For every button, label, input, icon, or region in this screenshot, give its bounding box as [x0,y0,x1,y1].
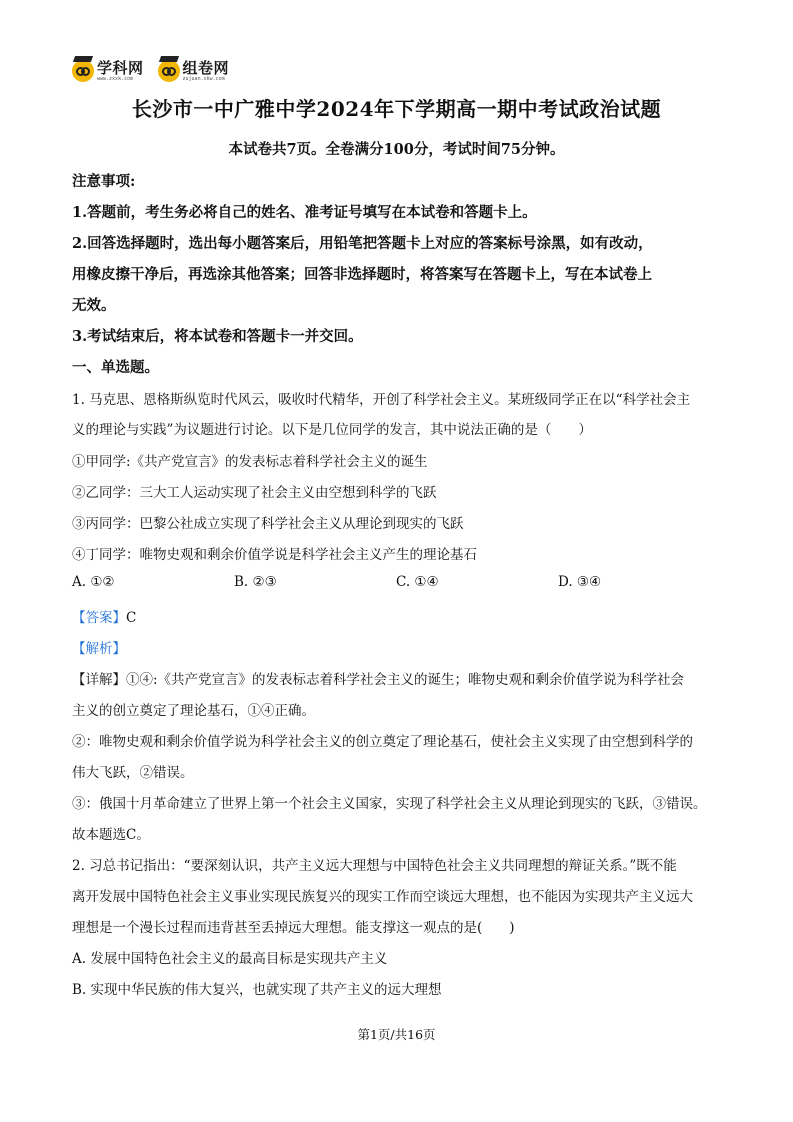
statement: ④丁同学：唯物史观和剩余价值学说是科学社会主义产生的理论基石 [72,547,477,563]
notice-item: 3.考试结束后，将本试卷和答题卡一并交回。 [72,328,363,345]
zujuanwang-logo [158,60,230,82]
logo-bar [72,58,229,84]
logo-sub: www.zxxk.com [97,75,134,82]
detail-text: 伟大飞跃，②错误。 [72,765,194,781]
notice-item: 无效。 [72,297,116,314]
statement: ②乙同学：三大工人运动实现了社会主义由空想到科学的飞跃 [72,485,437,501]
logo-name: 组卷网 [182,58,230,77]
statement: ③丙同学：巴黎公社成立实现了科学社会主义从理论到现实的飞跃 [72,516,464,532]
detail-text: ③：俄国十月革命建立了世界上第一个社会主义国家，实现了科学社会主义从理论到现实的飞跃，③错误。 [72,796,707,812]
detail-line [72,668,684,688]
page-footer: 第1页/共16页 [357,1027,436,1042]
notice-item: 用橡皮擦干净后，再选涂其他答案；回答非选择题时，将答案写在答题卡上，写在本试卷上 [72,266,652,283]
notice-item: 2.回答选择题时，选出每小题答案后，用铅笔把答题卡上对应的答案标号涂黑，如有改动， [72,235,653,252]
detail-text: ②：唯物史观和剩余价值学说为科学社会主义的创立奠定了理论基石，使社会主义实现了由空想到科学的 [72,734,693,750]
answer-tag: 【答案】 [72,610,126,626]
page-title: 长沙市一中广雅中学2024年下学期高一期中考试政治试题 [131,97,662,121]
xuekewang-logo [72,60,144,82]
question-stem: 义的理论与实践”为议题进行讨论。以下是几位同学的发言，其中说法正确的是（ ） [72,422,592,438]
conclusion: 故本题选C。 [72,827,150,843]
owl-icon [158,60,180,82]
question-stem: 理想是一个漫长过程而违背甚至丢掉远大理想。能支撑这一观点的是( ) [72,920,515,936]
detail-tag: 【详解】 [72,672,126,688]
option-b: B. ②③ [234,574,277,590]
answer-value: C [126,610,137,626]
section-heading: 一、单选题。 [72,359,159,376]
detail-text: ①④:《共产党宣言》的发表标志着科学社会主义的诞生；唯物史观和剩余价值学说为科学社会 [126,672,685,688]
logo-sub: zujuan.xkw.com [182,75,225,82]
option-b: B. 实现中华民族的伟大复兴，也就实现了共产主义的远大理想 [72,982,442,998]
notice-item: 1.答题前，考生务必将自己的姓名、准考证号填写在本试卷和答题卡上。 [72,204,537,221]
option-a: A. ①② [72,574,115,590]
page-subtitle: 本试卷共7页。全卷满分100分，考试时间75分钟。 [228,141,565,158]
detail-text: 主义的创立奠定了理论基石，①④正确。 [72,703,315,719]
option-a: A. 发展中国特色社会主义的最高目标是实现共产主义 [72,951,388,967]
notice-heading: 注意事项: [72,173,136,190]
option-c: C. ①④ [396,574,439,590]
question-stem: 离开发展中国特色社会主义事业实现民族复兴的现实工作而空谈远大理想，也不能因为实现共产主义远大 [72,889,693,905]
option-d: D. ③④ [558,574,602,590]
logo-name: 学科网 [97,58,144,77]
question-stem: 1. 马克思、恩格斯纵览时代风云，吸收时代精华，开创了科学社会主义。某班级同学正在以“科学社会主 [72,392,691,408]
analysis-tag: 【解析】 [72,641,126,657]
question-stem: 2. 习总书记指出：“要深刻认识，共产主义远大理想与中国特色社会主义共同理想的辩证关系。”既不能 [72,858,677,874]
owl-icon [72,60,94,82]
statement: ①甲同学:《共产党宣言》的发表标志着科学社会主义的诞生 [72,454,428,470]
answer-line [72,606,136,626]
